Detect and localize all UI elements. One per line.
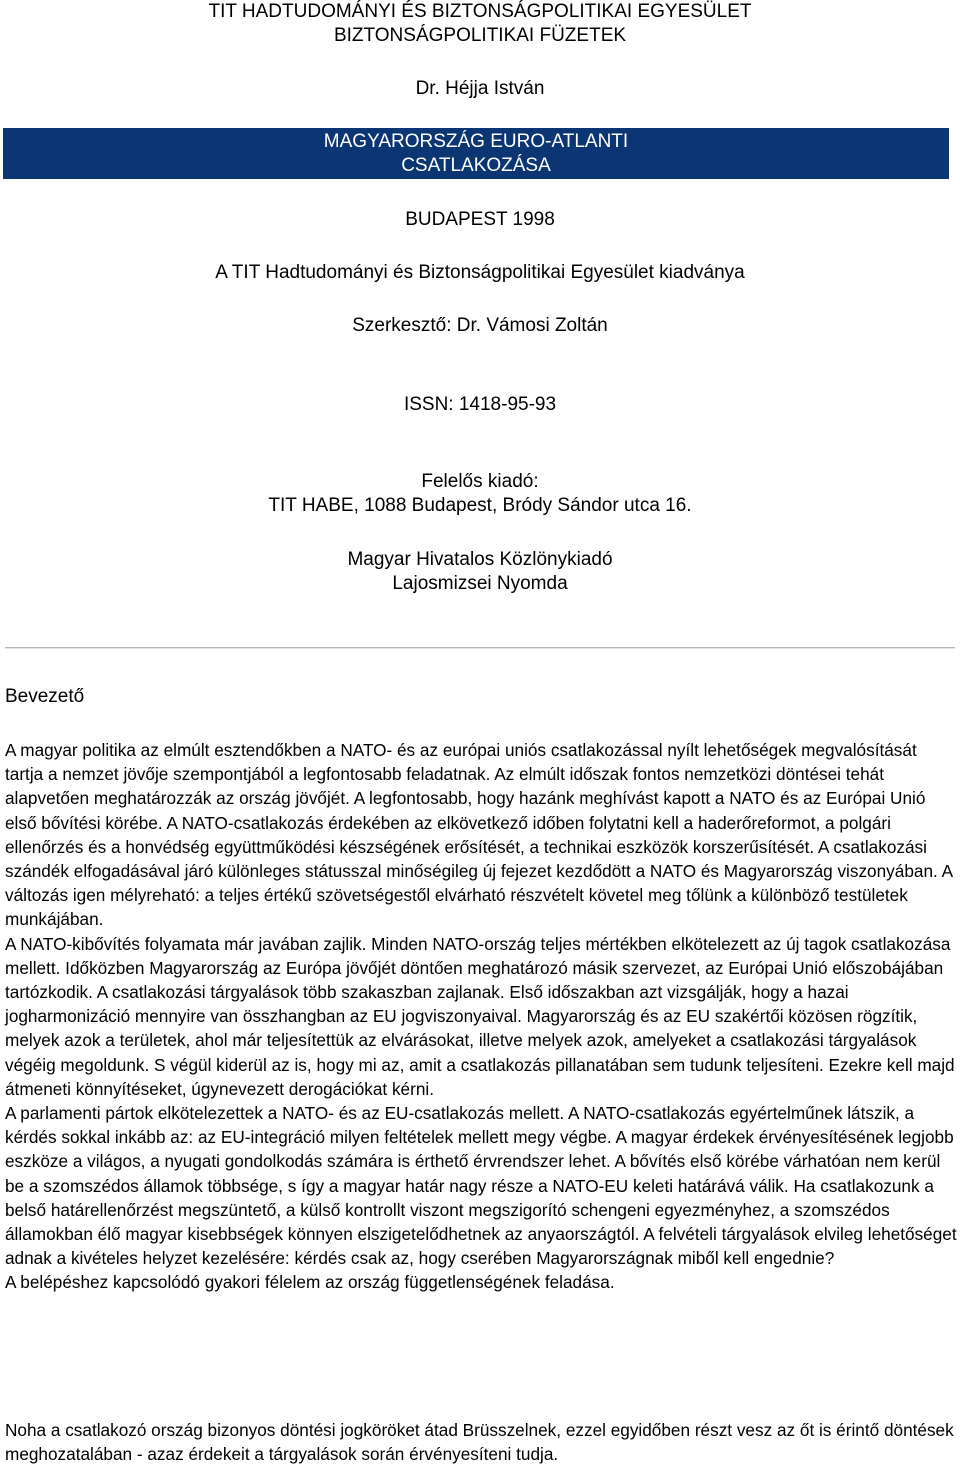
editor-line: Szerkesztő: Dr. Vámosi Zoltán bbox=[352, 315, 608, 336]
title-line-2: CSATLAKOZÁSA bbox=[401, 155, 551, 176]
author-name: Dr. Héjja István bbox=[415, 78, 545, 99]
series-header bbox=[0, 0, 960, 48]
body-text-block-2 bbox=[5, 1418, 957, 1466]
printer-info bbox=[0, 548, 960, 596]
document-title-banner bbox=[3, 128, 949, 179]
printer-line-1: Magyar Hivatalos Közlönykiadó bbox=[347, 549, 613, 570]
responsible-label: Felelős kiadó: bbox=[421, 471, 539, 492]
publisher-note: A TIT Hadtudományi és Biztonságpolitikai Egyesület kiadványa bbox=[215, 262, 745, 283]
title-line-1: MAGYARORSZÁG EURO-ATLANTI bbox=[323, 131, 629, 152]
paragraph-5: Noha a csatlakozó ország bizonyos döntési jogköröket átad Brüsszelnek, ezzel egyidőben részt vesz az őt is érintő döntések meghozatalában - azaz érdekeit a tárgyalások során érvényesíteni tudja. bbox=[5, 1420, 954, 1465]
paragraph-4: A belépéshez kapcsolódó gyakori félelem az ország függetlenségének feladása. bbox=[5, 1272, 615, 1293]
responsible-publisher bbox=[0, 470, 960, 518]
responsible-value: TIT HABE, 1088 Budapest, Bródy Sándor utca 16. bbox=[268, 495, 692, 516]
body-text-block-1 bbox=[5, 738, 957, 1295]
paragraph-1: A magyar politika az elmúlt esztendőkben a NATO- és az európai uniós csatlakozással nyílt lehetőségek megvalósítását tartja a nemzet jövője szempontjából a legfontosabb feladatnak. Az elmúlt időszak fontos nemzetközi döntései tehát alapvetően meghatározzák az ország jövőjét. A legfontosabb, hogy hazánk meghívást kapott a NATO és az Európai Unió első bővítési körébe. A NATO-csatlakozás érdekében az elkövetkező időben folytatni kell a haderőreformot, a polgári ellenőrzés és a honvédség együttműködési készségének erősítését, a technikai eszközök korszerűsítését. A csatlakozási szándék elfogadásával járó különleges státusszal minőségileg új fejezet kezdődött a NATO és Magyarország viszonyában. A változás igen mélyreható: a teljes értékű szövetségestől elvárható részvételt követel meg tőlünk a különböző testületek munkájában. bbox=[5, 740, 953, 930]
issn-line: ISSN: 1418-95-93 bbox=[403, 394, 557, 415]
place-year: BUDAPEST 1998 bbox=[405, 209, 555, 230]
horizontal-divider bbox=[5, 647, 955, 649]
organization-name: TIT HADTUDOMÁNYI ÉS BIZTONSÁGPOLITIKAI EGYESÜLET bbox=[208, 1, 752, 22]
series-name: BIZTONSÁGPOLITIKAI FÜZETEK bbox=[333, 25, 627, 46]
section-heading: Bevezető bbox=[5, 686, 85, 707]
paragraph-2: A NATO-kibővítés folyamata már javában zajlik. Minden NATO-ország teljes mértékben elkötelezett az új tagok csatlakozása mellett. Időközben Magyarország az Európa jövőjét döntően meghatározó másik szervezet, az Európai Unió előszobájában tartózkodik. A csatlakozási tárgyalások több szakaszban zajlanak. Első időszakban azt vizsgálják, hogy a hazai jogharmonizáció mennyire van összhangban az EU jogviszonyaival. Magyarország és az EU szakértői közösen rögzítik, melyek azok a területek, ahol már teljesítettük az elvárásokat, illetve melyek azok, amelyeket a csatlakozási tárgyalások végéig megoldunk. S végül kiderül az is, hogy mi az, amit a csatlakozás pillanatában sem tudunk teljesíteni. Ezekre kell majd átmeneti könnyítéseket, úgynevezett derogációkat kérni. bbox=[5, 933, 955, 1099]
paragraph-3: A parlamenti pártok elkötelezettek a NATO- és az EU-csatlakozás mellett. A NATO-csatlakozás egyértelműnek látszik, a kérdés sokkal inkább az: az EU-integráció milyen feltételek mellett megy végbe. A magyar érdekek érvényesítésének legjobb eszköze a világos, a nyugati gondolkodás számára is érthető érvrendszer lehet. A bővítés első körébe várhatóan nem kerül be a szomszédos államok többsége, s így a magyar határ nagy része a NATO-EU keleti határává válik. Ha csatlakozunk a belső határellenőrzést megszüntető, a külső kontrollt viszont megszigorító schengeni egyezményhez, a szomszédos államokban élő magyar kisebbségek könnyen elszigetelődhetnek az anyaországtól. A felvételi tárgyalások elvileg lehetőséget adnak a kivételes helyzet kezelésére: kérdés csak az, hogy cserében Magyarországnak miből kell engednie? bbox=[5, 1103, 957, 1269]
printer-line-2: Lajosmizsei Nyomda bbox=[392, 573, 568, 594]
